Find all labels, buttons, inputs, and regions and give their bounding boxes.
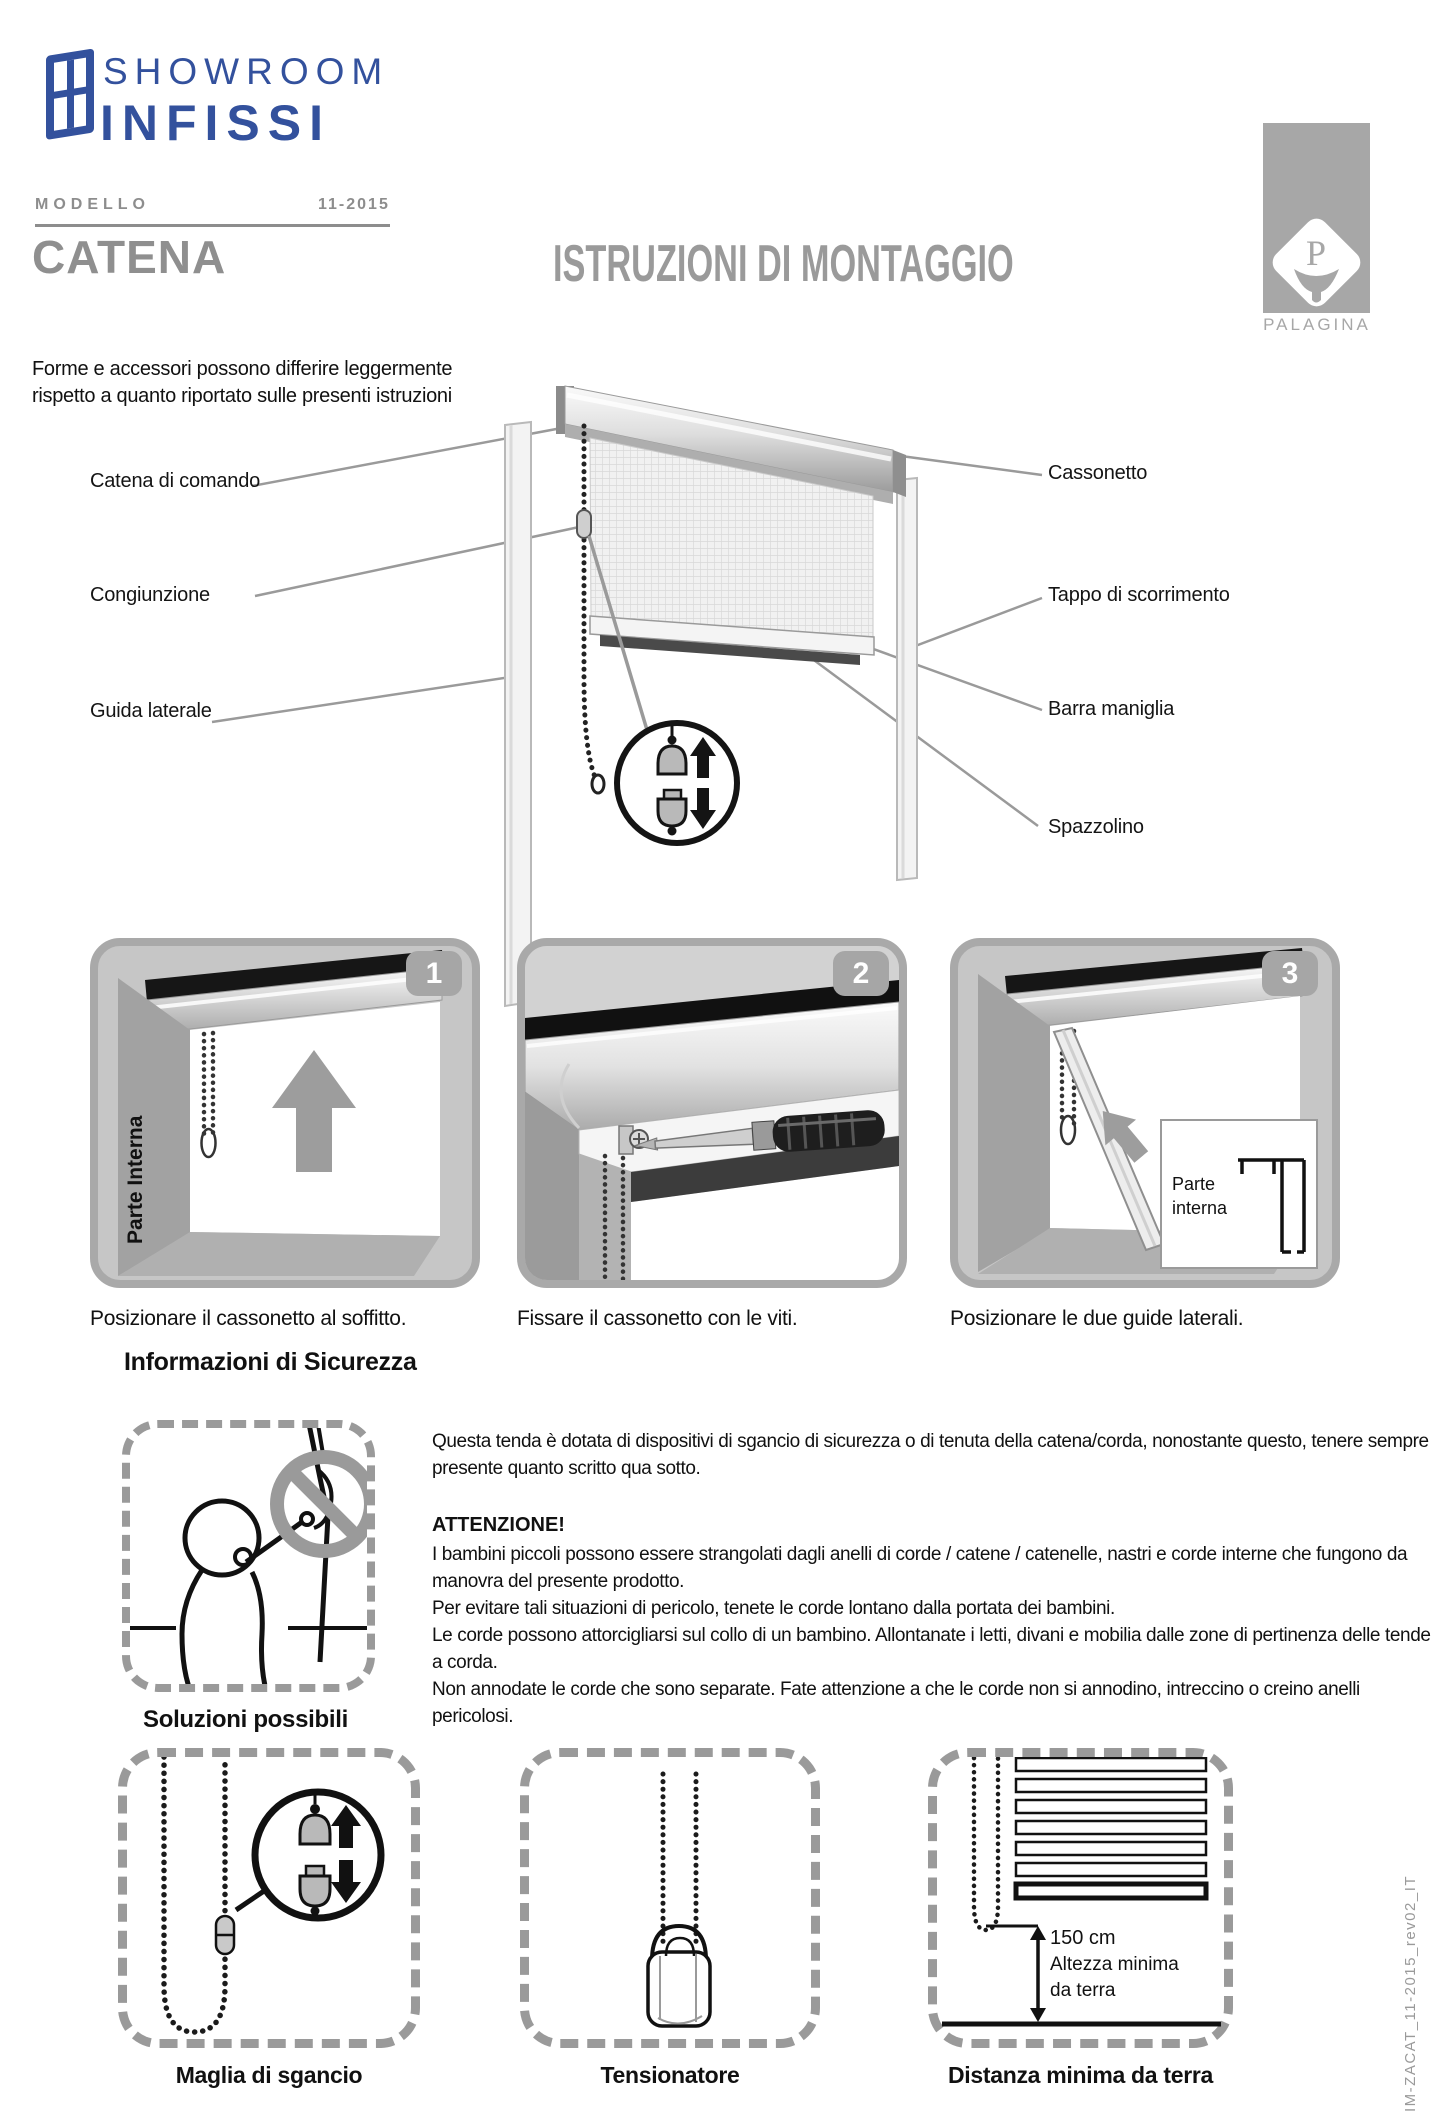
chain-loop — [974, 1758, 998, 1930]
label-spazzolino: Spazzolino — [1048, 816, 1144, 838]
min-distance-illustration — [937, 1757, 1224, 2039]
release-link-illustration — [127, 1757, 411, 2039]
solution-panel-min-distance — [928, 1748, 1233, 2048]
solution2-caption: Tensionatore — [600, 2062, 740, 2088]
solution3-caption: Distanza minima da terra — [947, 2062, 1214, 2088]
chain-loop — [164, 1757, 225, 2032]
model-label: MODELLO — [35, 196, 150, 213]
brand-name-showroom: SHOWROOM — [103, 51, 390, 92]
warning-line: Per evitare tali situazioni di pericolo, tenete le corde lontano dalla portata dei bambini. — [432, 1598, 1115, 1619]
window-logo-icon — [40, 42, 104, 150]
child-strangulation-warning-icon — [130, 1428, 367, 1684]
warning-text — [432, 1541, 1440, 1730]
solution-panel-tensioner — [520, 1748, 820, 2048]
brand-name-infissi: INFISSI — [100, 95, 332, 151]
solutions-heading: Soluzioni possibili — [143, 1706, 348, 1733]
measure-line2: Altezza minima — [1050, 1954, 1179, 1975]
step-number-badge: 1 — [406, 951, 462, 996]
warning-line: Le corde possono attorcigliarsi sul collo di un bambino. Allontanate i letti, divani e mobilia dalle zone di pertinenza delle tende a corda. — [432, 1625, 1431, 1673]
blind-slats — [1016, 1758, 1206, 1898]
inset-label-line2: interna — [1172, 1198, 1228, 1218]
label-cassonetto: Cassonetto — [1048, 462, 1148, 484]
palagina-initial: P — [1305, 233, 1327, 273]
step2-caption: Fissare il cassonetto con le viti. — [517, 1307, 798, 1330]
safety-warning-figure — [122, 1420, 375, 1692]
step3-illustration — [958, 946, 1332, 1280]
warning-line: I bambini piccoli possono essere strangolati dagli anelli di corde / catene / catenelle, nastri e corde interne che fungono da manovra del presente prodotto. — [432, 1544, 1408, 1592]
step-panel-3 — [950, 938, 1340, 1288]
tensioner-body — [648, 1952, 710, 2026]
palagina-diamond-icon — [1263, 123, 1370, 313]
safety-heading: Informazioni di Sicurezza — [124, 1348, 417, 1376]
label-guida-laterale: Guida laterale — [90, 700, 212, 722]
chain-detail-circle — [617, 723, 737, 843]
measure-value: 150 cm — [1050, 1927, 1116, 1949]
palagina-logo — [1263, 123, 1370, 313]
step3-caption: Posizionare le due guide laterali. — [950, 1307, 1244, 1330]
safety-intro: Questa tenda è dotata di dispositivi di sgancio di sicurezza o di tenuta della catena/corda, nonostante questo, tenere sempre presente quanto scritto qua sotto. — [432, 1431, 1429, 1479]
page-title: ISTRUZIONI DI MONTAGGIO — [553, 235, 1014, 293]
label-barra-maniglia: Barra maniglia — [1048, 698, 1175, 720]
inset-label-line1: Parte — [1172, 1174, 1216, 1194]
document-code: IM-ZACAT_11-2015_rev02_IT — [1402, 1874, 1419, 2112]
tensioner-illustration — [529, 1757, 811, 2039]
palagina-name: PALAGINA — [1263, 315, 1371, 334]
step-number-badge: 3 — [1262, 951, 1318, 996]
label-tappo-di-scorrimento: Tappo di scorrimento — [1048, 584, 1230, 606]
side-guide-left — [505, 422, 531, 1006]
label-congiunzione: Congiunzione — [90, 584, 210, 606]
label-catena-di-comando: Catena di comando — [90, 470, 261, 492]
step-number-badge: 2 — [833, 951, 889, 996]
model-name: CATENA — [32, 231, 227, 283]
step-panel-1 — [90, 938, 480, 1288]
step1-caption: Posizionare il cassonetto al soffitto. — [90, 1307, 407, 1330]
parte-interna-label: Parte Interna — [124, 1115, 147, 1244]
solution-panel-release-link — [118, 1748, 420, 2048]
side-guide-right — [897, 478, 917, 880]
parte-interna-inset — [1161, 1120, 1317, 1268]
measure-line3: da terra — [1050, 1980, 1116, 2001]
intro-note-line2: rispetto a quanto riportato sulle presenti istruzioni — [32, 385, 452, 407]
revision-code: 11-2015 — [318, 196, 390, 213]
chain-strands — [663, 1774, 696, 1944]
step-panel-2 — [517, 938, 907, 1288]
intro-note-line1: Forme e accessori possono differire leggermente — [32, 358, 453, 380]
model-divider — [35, 224, 390, 227]
solution1-caption: Maglia di sgancio — [175, 2062, 363, 2088]
chain-junction — [577, 510, 591, 538]
warning-line: Non annodate le corde che sono separate. Fate attenzione a che le corde non si annodino, intreccino o creino anelli pericolosi. — [432, 1679, 1360, 1727]
step1-illustration — [98, 946, 472, 1280]
chain-detail-circle — [255, 1792, 381, 1918]
step2-illustration — [525, 946, 899, 1280]
warning-title: ATTENZIONE! — [432, 1514, 565, 1536]
height-arrow — [1030, 1926, 1046, 2022]
